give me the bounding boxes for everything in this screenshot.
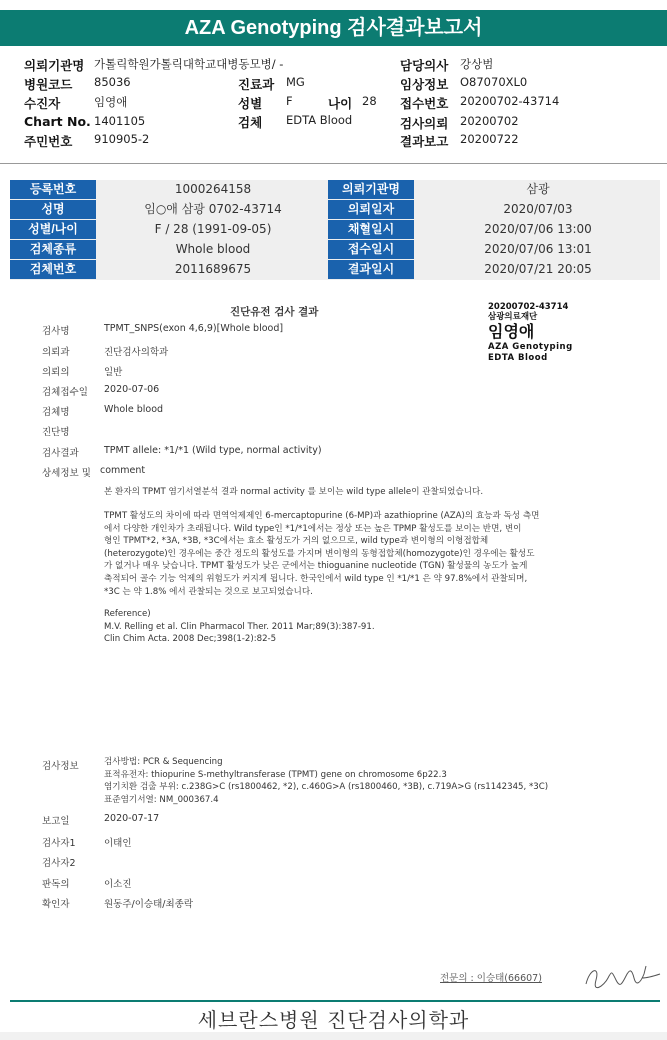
test-info-line: 표준염기서열: NM_000367.4	[104, 794, 219, 805]
header-info	[0, 52, 667, 164]
test-info-line: 염기치환 검출 부위: c.238G>C (rs1800462, *2), c.460G>A (rs1800460, *3B), c.719A>G (rs1142345, *3C)	[104, 782, 549, 793]
report-date-value: 2020-07-17	[104, 813, 160, 824]
test-name-value: TPMT_SNPS(exon 4,6,9)[Whole blood]	[104, 323, 284, 334]
department-value: MG	[286, 75, 305, 89]
sex-age-label: 성별/나이	[10, 220, 96, 239]
confirmer-label: 확인자	[42, 899, 70, 910]
receipt-datetime-label: 접수일시	[328, 240, 414, 259]
test-name-label: 검사명	[42, 326, 70, 337]
comment-line: 축적되어 골수 기능 억제의 위험도가 커지게 됩니다. 한국인에서 wild type 인 *1/*1 은 약 97.8%에서 관찰되며,	[104, 573, 528, 584]
detail-label: 상세정보 및	[42, 468, 91, 479]
label-test-name: AZA Genotyping	[488, 342, 573, 352]
result-datetime-label: 결과일시	[328, 260, 414, 279]
receipt-date-label: 검체접수일	[42, 387, 88, 398]
institution-value: 삼광	[526, 182, 550, 196]
sex-value: F	[286, 94, 293, 108]
tester2-label: 검사자2	[42, 858, 76, 869]
comment-line: 가 없거나 매우 낮습니다. TPMT 활성도가 낮은 군에서는 thioguanine nucleotide (TGN) 활성물의 농도가 높게	[104, 561, 528, 572]
institution-label: 의뢰기관명	[24, 58, 85, 73]
receipt-no-label: 접수번호	[400, 96, 449, 111]
comment-detail	[104, 510, 574, 598]
comment-line: *3C 는 약 1.8% 에서 관찰되는 것으로 보고되었습니다.	[104, 586, 313, 597]
confirmer-value: 원동주/이승태/최종락	[104, 899, 193, 910]
reg-no-value: 1000264158	[174, 182, 252, 196]
result-value: TPMT allele: *1/*1 (Wild type, normal activity)	[104, 445, 322, 456]
detail-value: comment	[100, 465, 146, 476]
test-info-line: 표적유전자: thiopurine S-methyltransferase (TPMT) gene on chromosome 6p22.3	[104, 769, 447, 780]
result-report-value: 20200722	[460, 132, 519, 146]
request-date-label: 의뢰일자	[328, 200, 414, 219]
physician-label: 담당의사	[400, 58, 449, 73]
specimen-label: 검체	[238, 115, 263, 130]
department-label: 진료과	[238, 77, 275, 92]
sex-age-value: F / 28 (1991-09-05)	[154, 222, 272, 236]
physician-value: 강상범	[460, 57, 494, 71]
collection-datetime-label: 채혈일시	[328, 220, 414, 239]
comment-line: 형인 TPMT*2, *3A, *3B, *3C에서는 효소 활성도가 거의 없으므로, wild type과 변이형의 이형접합체	[104, 536, 489, 547]
doctor-label: 의뢰의	[42, 367, 70, 378]
resident-no-value: 910905-2	[94, 132, 150, 146]
name-label: 성명	[10, 200, 96, 219]
dept-label: 의뢰과	[42, 347, 70, 358]
report-date-label: 보고일	[42, 816, 70, 827]
reference-2: Clin Chim Acta. 2008 Dec;398(1-2):82-5	[104, 634, 277, 645]
specimen-name-label: 검체명	[42, 407, 70, 418]
age-value: 28	[362, 94, 377, 108]
collection-datetime-value: 2020/07/06 13:00	[484, 222, 592, 236]
reference-title: Reference)	[104, 609, 151, 619]
request-date-value: 2020/07/03	[503, 202, 573, 216]
footer-rule	[10, 1000, 660, 1002]
collector-value: 임영애	[94, 95, 128, 109]
specialist-line: 전문의 : 이승태(66607)	[440, 973, 542, 984]
report-section-title: 진단유전 검사 결과	[230, 306, 319, 318]
test-info-label: 검사정보	[42, 761, 79, 772]
chart-no-value: 1401105	[94, 114, 146, 128]
tester1-value: 이태인	[104, 838, 132, 849]
label-receipt-no: 20200702-43714	[488, 302, 569, 312]
specimen-label-block	[488, 302, 638, 364]
receipt-datetime-value: 2020/07/06 13:01	[484, 242, 592, 256]
bottom-bar	[0, 1032, 667, 1040]
specimen-name-value: Whole blood	[104, 404, 164, 415]
summary-table	[10, 180, 660, 280]
label-foundation: 삼광의료재단	[488, 312, 538, 322]
specimen-type-label: 검체종류	[10, 240, 96, 259]
specimen-value: EDTA Blood	[286, 113, 353, 127]
result-report-label: 결과보고	[400, 134, 449, 149]
comment-line: (heterozygote)인 경우에는 중간 정도의 활성도를 가지며 변이형의 동형접합체(homozygote)인 경우에는 활성도	[104, 548, 535, 559]
hospital-code-label: 병원코드	[24, 77, 73, 92]
reference-1: M.V. Relling et al. Clin Pharmacol Ther. 2011 Mar;89(3):387-91.	[104, 621, 375, 632]
comment-paragraph-1: 본 환자의 TPMT 염기서열분석 결과 normal activity 를 보이는 wild type allele이 관찰되었습니다.	[104, 487, 484, 497]
test-info-line: 검사방법: PCR & Sequencing	[104, 757, 223, 767]
name-value: 임○애 삼광 0702-43714	[144, 202, 282, 216]
diagnosis-label: 진단명	[42, 427, 70, 438]
reader-value: 이소진	[104, 879, 132, 890]
clinical-info-value: O87070XL0	[460, 75, 528, 89]
reg-no-label: 등록번호	[10, 180, 96, 199]
footer-department: 세브란스병원 진단검사의학과	[197, 1008, 470, 1032]
clinical-info-label: 임상정보	[400, 77, 449, 92]
references	[104, 608, 574, 646]
resident-no-label: 주민번호	[24, 134, 73, 149]
age-label: 나이	[328, 96, 353, 111]
doctor-value: 일반	[104, 367, 123, 378]
receipt-no-value: 20200702-43714	[460, 94, 560, 108]
tester1-label: 검사자1	[42, 838, 76, 849]
hospital-code-value: 85036	[94, 75, 131, 89]
specimen-no-label: 검체번호	[10, 260, 96, 279]
signature-image	[582, 960, 662, 992]
chart-no-label: Chart No.	[24, 114, 91, 129]
specimen-no-value: 2011689675	[174, 262, 252, 276]
institution-value: 가톨릭학원가톨릭대학교대병동모병/ -	[94, 57, 284, 71]
dept-value: 진단검사의학과	[104, 347, 169, 358]
test-request-value: 20200702	[460, 114, 519, 128]
specimen-type-value: Whole blood	[175, 242, 251, 256]
label-patient-name: 임영애	[488, 322, 535, 341]
institution-label: 의뢰기관명	[328, 180, 414, 199]
result-datetime-value: 2020/07/21 20:05	[484, 262, 592, 276]
test-request-label: 검사의뢰	[400, 116, 449, 131]
receipt-date-value: 2020-07-06	[104, 384, 160, 395]
comment-summary	[104, 486, 574, 499]
report-body	[0, 296, 667, 996]
report-title-banner: AZA Genotyping 검사결과보고서	[0, 10, 667, 46]
collector-label: 수진자	[24, 96, 61, 111]
label-specimen: EDTA Blood	[488, 353, 548, 363]
comment-line: TPMT 활성도의 차이에 따라 면역억제제인 6-mercaptopurine (6-MP)과 azathioprine (AZA)의 효능과 독성 측면	[104, 511, 540, 521]
test-info	[104, 756, 574, 806]
result-label: 검사결과	[42, 448, 79, 459]
reader-label: 판독의	[42, 879, 70, 890]
comment-line: 에서 다양한 개인차가 초래됩니다. Wild type인 *1/*1에서는 정상 또는 높은 TPMP 활성도를 보이는 반면, 변이	[104, 523, 522, 534]
sex-label: 성별	[238, 96, 263, 111]
